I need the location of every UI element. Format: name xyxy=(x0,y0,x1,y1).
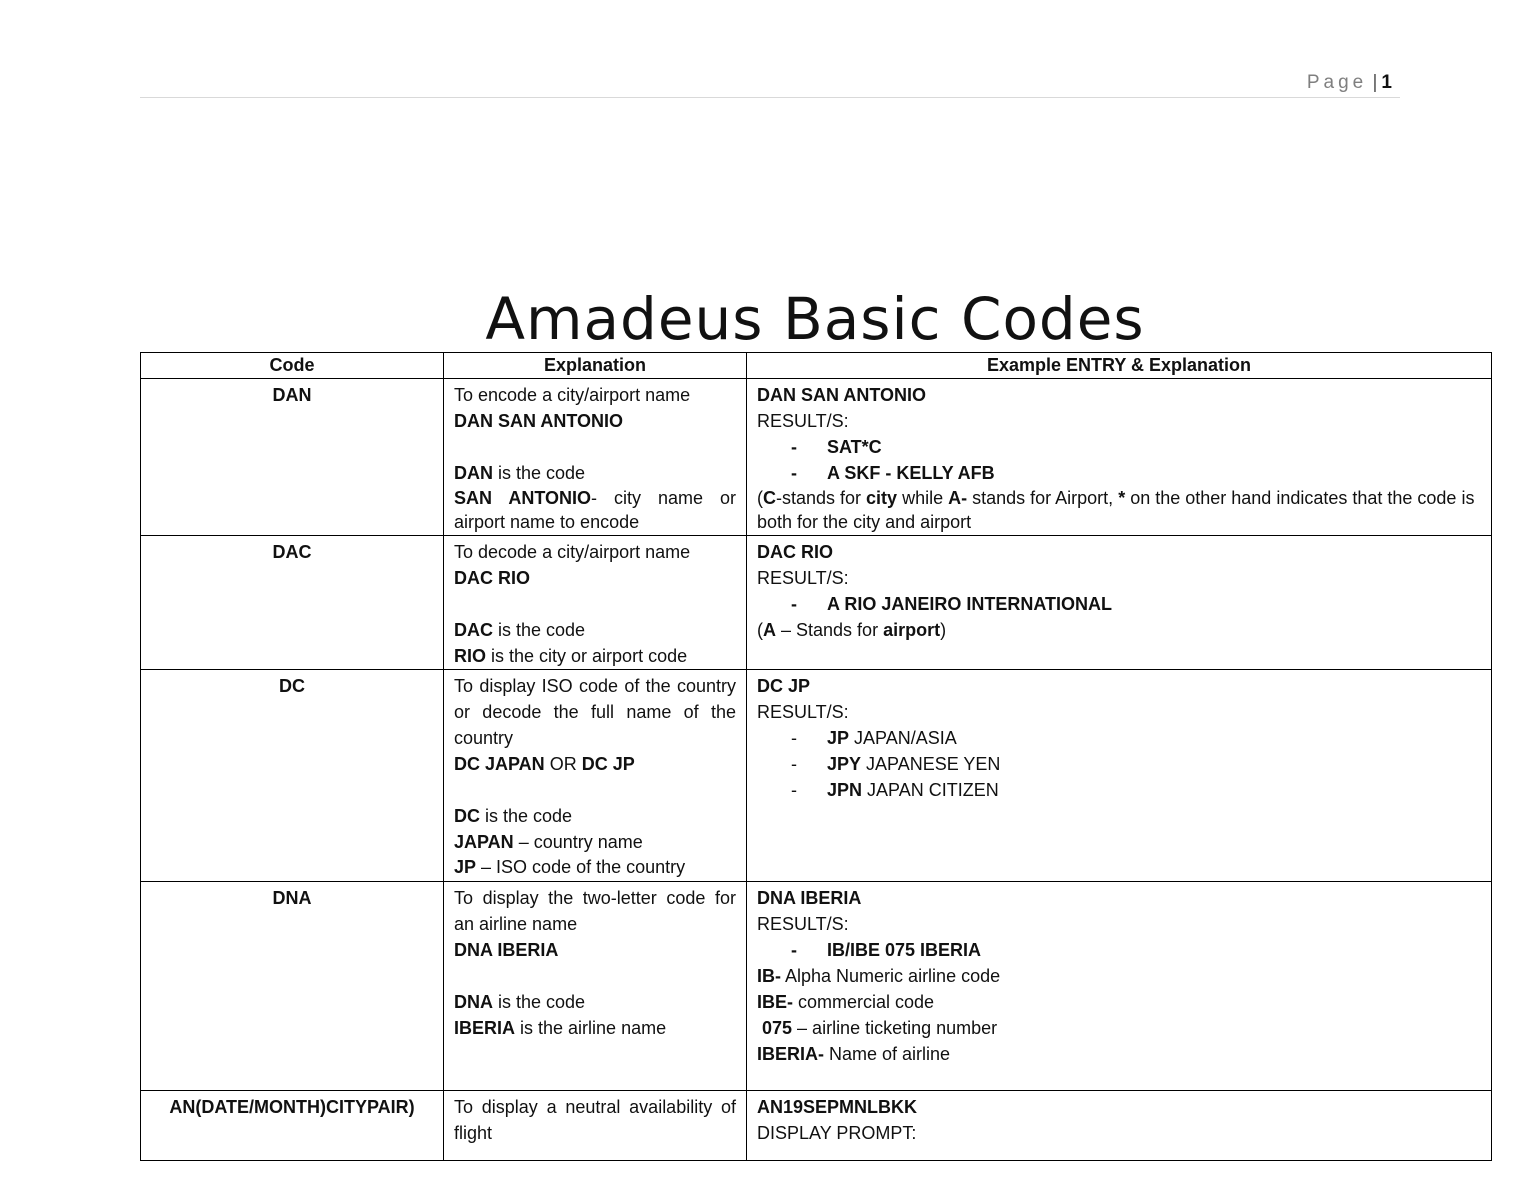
result-label: RESULT/S: xyxy=(757,702,849,722)
explanation-text: To decode a city/airport name xyxy=(454,542,691,562)
or-text: OR xyxy=(544,754,582,774)
dash: - xyxy=(791,780,797,800)
code-term: DAN xyxy=(454,463,493,483)
explanation-entry: DAN SAN ANTONIO xyxy=(454,411,624,431)
result-item: - JPY JAPANESE YEN xyxy=(757,751,1481,777)
airline-term: IBERIA xyxy=(454,1018,516,1038)
example-entry: DAN SAN ANTONIO xyxy=(757,385,927,405)
result-label: RESULT/S: xyxy=(757,914,849,934)
document-title: Amadeus Basic Codes xyxy=(485,285,1145,353)
example-entry: AN19SEPMNLBKK xyxy=(757,1097,918,1117)
country-term-desc: – country name xyxy=(513,832,643,852)
city-term: SAN ANTONIO xyxy=(454,488,591,508)
result-item xyxy=(757,591,1481,617)
result-label: RESULT/S: xyxy=(757,568,849,588)
example-note: (A – Stands for airport) xyxy=(757,620,947,640)
result-label: RESULT/S: xyxy=(757,411,849,431)
dash: - xyxy=(791,463,797,483)
dash: - xyxy=(791,594,797,614)
header-code: Code xyxy=(141,353,444,379)
result-item xyxy=(757,937,1481,963)
result-value: IB/IBE 075 IBERIA xyxy=(827,940,982,960)
code-cell: DNA xyxy=(141,882,444,1091)
example-note: IB- Alpha Numeric airline code xyxy=(757,966,1001,986)
code-cell: DAC xyxy=(141,536,444,670)
header-explanation: Explanation xyxy=(444,353,747,379)
code-term-desc: is the code xyxy=(480,806,573,826)
dash: - xyxy=(791,754,797,774)
code-term: DAC xyxy=(454,620,493,640)
airline-term-desc: is the airline name xyxy=(515,1018,667,1038)
explanation-text: To display a neutral availability of flight xyxy=(454,1097,736,1143)
explanation-cell xyxy=(444,536,747,670)
explanation-entry: DC JP xyxy=(581,754,635,774)
code-term: DNA xyxy=(454,992,493,1012)
result-value: SAT*C xyxy=(827,437,882,457)
example-cell xyxy=(747,1091,1492,1161)
codes-table xyxy=(140,352,1492,1161)
example-cell xyxy=(747,882,1492,1091)
iso-term-desc: – ISO code of the country xyxy=(476,857,686,877)
example-note: IBE- commercial code xyxy=(757,992,935,1012)
example-cell xyxy=(747,379,1492,536)
example-note: (C-stands for city while A- stands for Airport, * on the other hand indicates that the code is both for the city and airport xyxy=(757,488,1475,532)
code-term-desc: is the code xyxy=(493,992,586,1012)
dash: - xyxy=(791,437,797,457)
header-example: Example ENTRY & Explanation xyxy=(747,353,1492,379)
explanation-text: To encode a city/airport name xyxy=(454,385,691,405)
city-term-desc: is the city or airport code xyxy=(486,646,688,666)
table-header-row xyxy=(141,353,1492,379)
result-item xyxy=(757,434,1481,460)
country-term: JAPAN xyxy=(454,832,514,852)
dash: - xyxy=(791,940,797,960)
example-cell xyxy=(747,670,1492,882)
code-term-desc: is the code xyxy=(493,620,586,640)
display-prompt-label: DISPLAY PROMPT: xyxy=(757,1123,917,1143)
dash: - xyxy=(791,728,797,748)
explanation-cell xyxy=(444,1091,747,1161)
table-row xyxy=(141,1091,1492,1161)
code-cell: DAN xyxy=(141,379,444,536)
result-value: A SKF - KELLY AFB xyxy=(827,463,995,483)
page-number-value: 1 xyxy=(1381,72,1392,93)
page-number xyxy=(1307,72,1392,94)
example-cell xyxy=(747,536,1492,670)
page-label: Page xyxy=(1306,72,1368,93)
explanation-entry: DNA IBERIA xyxy=(454,940,559,960)
table-row xyxy=(141,379,1492,536)
page-separator: | xyxy=(1372,72,1378,93)
city-term: RIO xyxy=(454,646,487,666)
code-cell: AN(DATE/MONTH)CITYPAIR) xyxy=(141,1091,444,1161)
explanation-cell xyxy=(444,882,747,1091)
explanation-text: To display ISO code of the country or decode the full name of the country xyxy=(454,676,736,748)
explanation-cell xyxy=(444,379,747,536)
result-value: A RIO JANEIRO INTERNATIONAL xyxy=(827,594,1113,614)
result-item xyxy=(757,460,1481,486)
example-entry: DNA IBERIA xyxy=(757,888,862,908)
explanation-cell xyxy=(444,670,747,882)
table-row xyxy=(141,670,1492,882)
code-term-desc: is the code xyxy=(493,463,586,483)
table-row xyxy=(141,536,1492,670)
example-note: 075 – airline ticketing number xyxy=(762,1018,998,1038)
explanation-entry: DAC RIO xyxy=(454,568,530,588)
iso-term: JP xyxy=(454,857,477,877)
city-term-desc: - city name or airport name to encode xyxy=(454,488,736,532)
page-header xyxy=(140,70,1400,98)
example-note: IBERIA- Name of airline xyxy=(757,1044,951,1064)
table-row xyxy=(141,882,1492,1091)
result-item: - JPN JAPAN CITIZEN xyxy=(757,777,1481,803)
code-term: DC xyxy=(454,806,480,826)
explanation-text: To display the two-letter code for an airline name xyxy=(454,888,736,934)
example-entry: DAC RIO xyxy=(757,542,833,562)
code-cell: DC xyxy=(141,670,444,882)
result-item: - JP JAPAN/ASIA xyxy=(757,725,1481,751)
explanation-entry: DC JAPAN xyxy=(454,754,545,774)
example-entry: DC JP xyxy=(757,676,811,696)
